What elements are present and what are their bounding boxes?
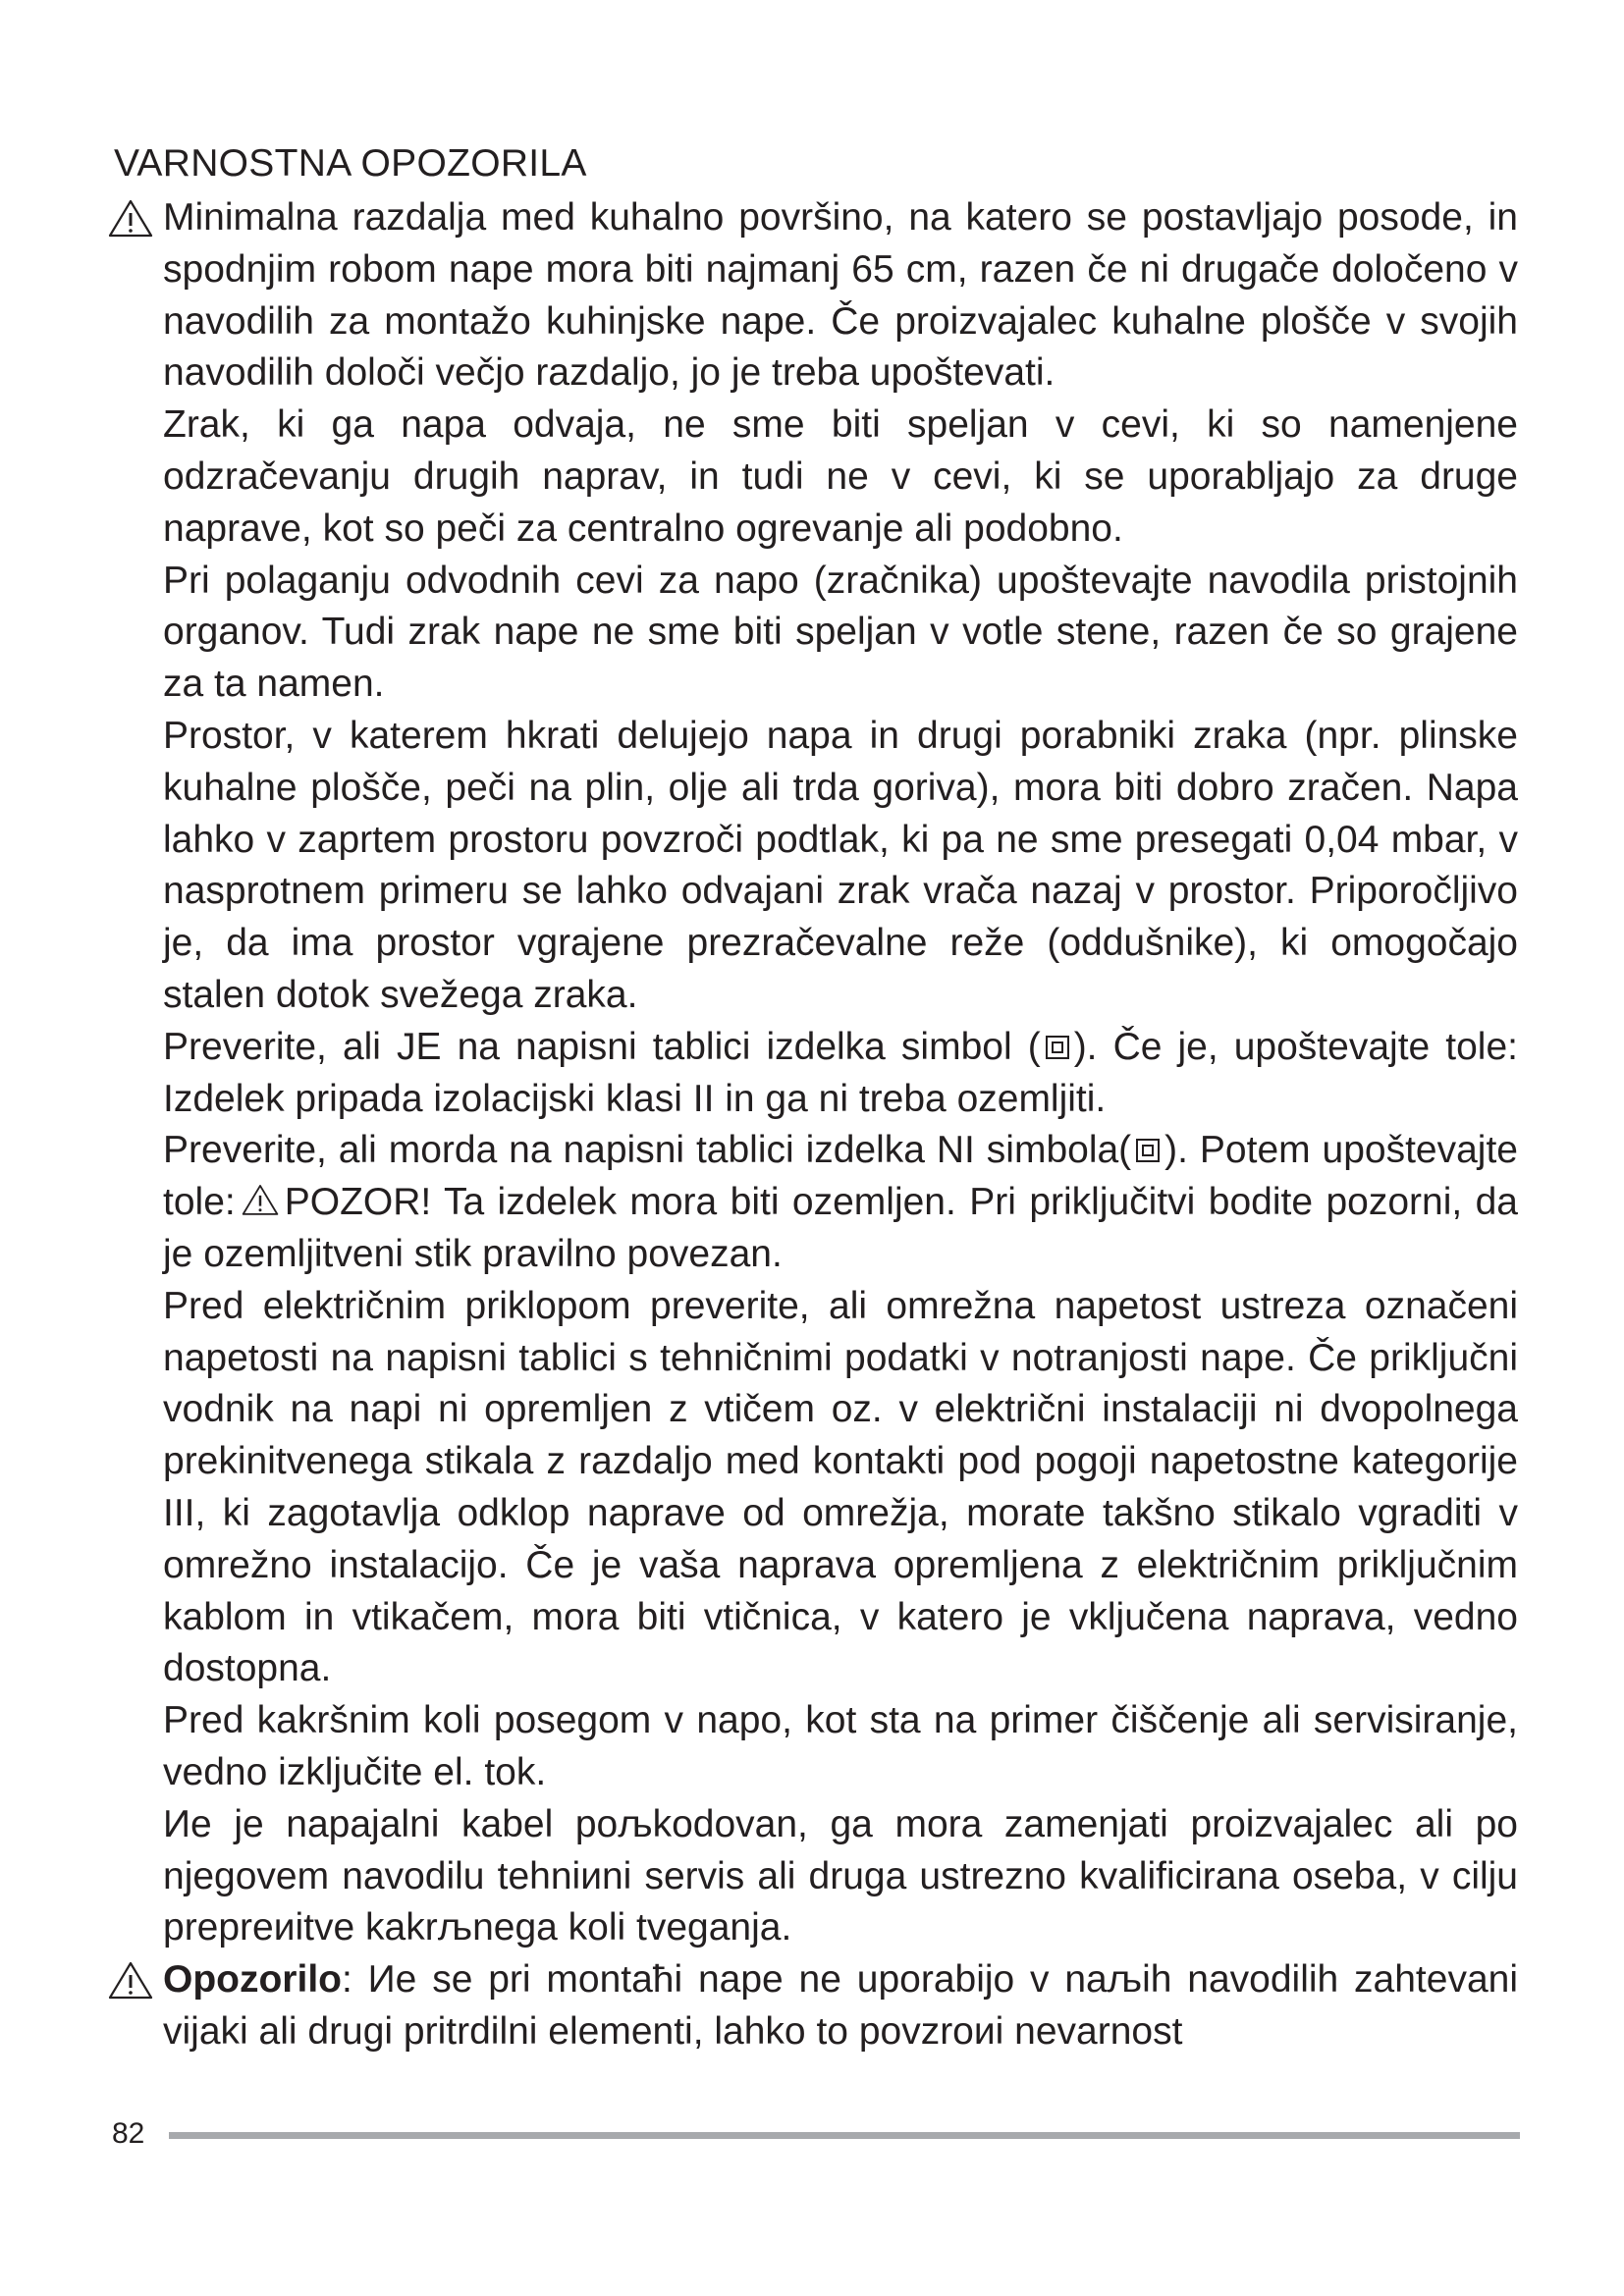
paragraph-text: Minimalna razdalja med kuhalno površino, na katero se postavljajo posode, in spodnjim robom nape mora biti najmanj 65 cm, razen če ni drugače določeno v navodilih za montažo kuhinjske nape. Če proizvajalec kuhalne plošče v svojih navodilih določi večjo razdaljo, jo je treba upoštevati. bbox=[163, 196, 1518, 395]
paragraph-electrical-connection bbox=[163, 1281, 1518, 1695]
paragraph-text: POZOR! Ta izdelek mora biti ozemljen. Pri priključitvi bodite pozorni, da je ozemljitveni stik pravilno povezan. bbox=[163, 1181, 1518, 1275]
double-square-class-ii-icon bbox=[1135, 1136, 1161, 1165]
warning-triangle-icon bbox=[108, 198, 153, 238]
paragraph-text: Pri polaganju odvodnih cevi za napo (zračnika) upoštevajte navodila pristojnih organov. Tudi zrak nape ne sme biti speljan v votle stene, razen če so grajene za ta namen. bbox=[163, 559, 1518, 706]
warning-label: Opozorilo bbox=[163, 1958, 342, 2002]
paragraph-grounding bbox=[163, 1125, 1518, 1280]
paragraph-min-distance bbox=[163, 192, 1518, 400]
footer-divider bbox=[169, 2132, 1520, 2139]
paragraph-text: : Иe se pri montaћi nape ne uporabijo v naљih navodilih zahtevani vijaki ali drugi pritrdilni elementi, lahko to povzroиi nevarnost bbox=[163, 1958, 1518, 2053]
paragraph-text: Preverite, ali morda na napisni tablici izdelka NI simbola( bbox=[163, 1129, 1132, 1172]
paragraph-text: Preverite, ali JE na napisni tablici izdelka simbol ( bbox=[163, 1025, 1041, 1068]
paragraph-text: ). Potem upoštevajte tole: bbox=[163, 1129, 1518, 1224]
paragraph-text: Prostor, v katerem hkrati delujejo napa in drugi porabniki zraka (npr. plinske kuhalne plošče, peči na plin, olje ali trda goriva), mora biti dobro zračen. Napa lahko v zaprtem prostoru povzroči podtlak, ki pa ne sme presegati 0,04 mbar, v nasprotnem primeru se lahko odvajani zrak vrača nazaj v prostor. Priporočljivo je, da ima prostor vgrajene prezračevalne reže (oddušnike), ki omogočajo stalen dotok svežega zraka. bbox=[163, 714, 1518, 1016]
warning-triangle-icon bbox=[242, 1183, 279, 1216]
paragraph-damaged-cable bbox=[163, 1799, 1518, 1954]
paragraph-text: ). Če je, upoštevajte tole: Izdelek pripada izolacijski klasi II in ga ni treba ozemljiti. bbox=[163, 1025, 1518, 1120]
paragraph-text: Pred kakršnim koli posegom v napo, kot sta na primer čiščenje ali servisiranje, vedno izključite el. tok. bbox=[163, 1699, 1518, 1793]
paragraph-text: Иe je napajalni kabel poљkodovan, ga mora zamenjati proizvajalec ali po njegovem navodilu tehniиni servis ali druga ustrezno kvalificirana oseba, v cilju prepreиitve kakrљnega koli tveganja. bbox=[163, 1802, 1518, 1949]
paragraph-class-ii-symbol bbox=[163, 1022, 1518, 1126]
paragraph-text: Pred električnim priklopom preverite, ali omrežna napetost ustreza označeni napetosti na napisni tablici s tehničnimi podatki v notranjosti nape. Če priključni vodnik na napi ni opremljen z vtičem oz. v električni instalaciji ni dvopolnega prekinitvenega stikala z razdaljo med kontakti pod pogoji napetostne kategorije III, ki zagotavlja odklop naprave od omrežja, morate takšno stikalo vgraditi v omrežno instalacijo. Če je vaša naprava opremljena z električnim priključnim kablom in vtikačem, mora biti vtičnica, v katero je vključena naprava, vedno dostopna. bbox=[163, 1284, 1518, 1690]
warning-triangle-icon bbox=[108, 1960, 153, 2000]
section-heading: VARNOSTNA OPOZORILA bbox=[114, 142, 587, 185]
paragraph-warning-screws bbox=[163, 1954, 1518, 2058]
paragraph-ventilation bbox=[163, 711, 1518, 1022]
page-number: 82 bbox=[112, 2117, 145, 2150]
paragraph-disconnect-power bbox=[163, 1695, 1518, 1799]
paragraph-duct-installation bbox=[163, 556, 1518, 711]
paragraph-text: Zrak, ki ga napa odvaja, ne sme biti speljan v cevi, ki so namenjene odzračevanju drugih naprav, in tudi ne v cevi, ki se uporabljajo za druge naprave, kot so peči za centralno ogrevanje ali podobno. bbox=[163, 403, 1518, 550]
double-square-class-ii-icon bbox=[1045, 1033, 1070, 1062]
warnings-body bbox=[163, 192, 1518, 2058]
paragraph-exhaust-ducts bbox=[163, 400, 1518, 555]
